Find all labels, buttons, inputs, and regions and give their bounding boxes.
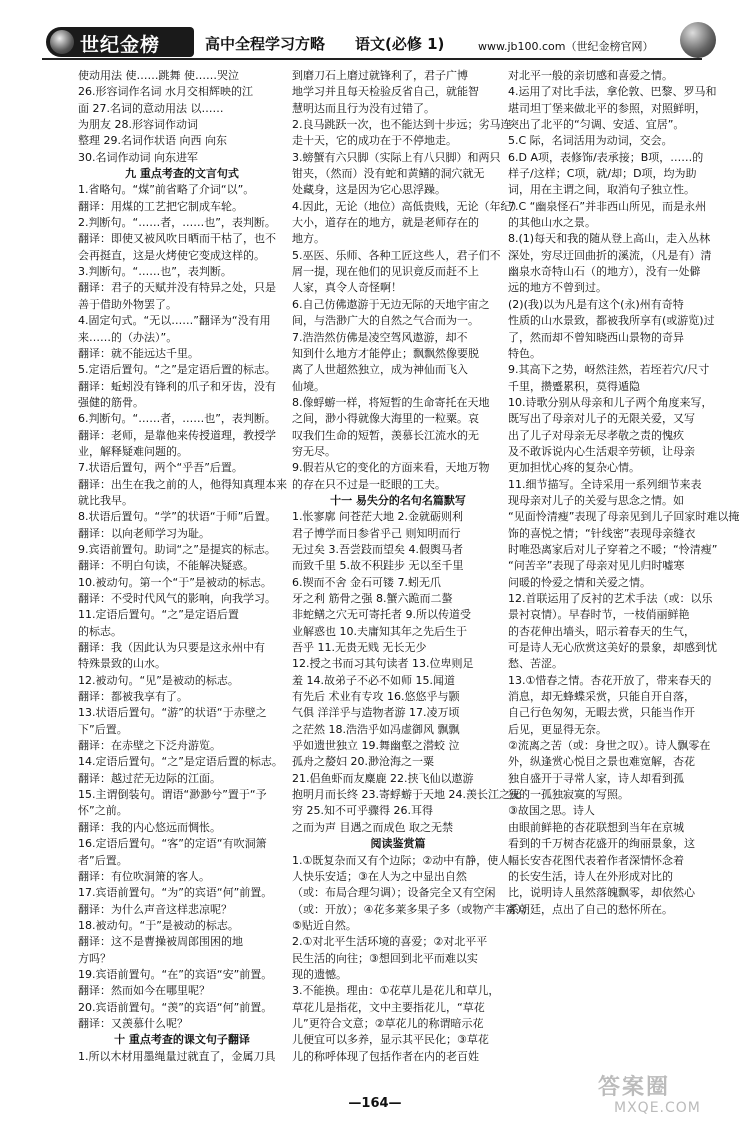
text-line: 9.其高下之势，岈然洼然，若垤若穴/尺寸 — [508, 363, 710, 377]
text-line: 离了人世超然独立，成为神仙而飞入 — [292, 363, 468, 377]
text-line: 业解惑也 10.夫庸知其年之先后生于 — [292, 624, 467, 638]
text-line: 特色。 — [508, 346, 541, 360]
text-line: ⑤贴近自然。 — [292, 918, 357, 932]
text-line: 6.判断句。“……者，……也”，表判断。 — [78, 412, 276, 426]
text-line: （或：布局合理匀调）；设备完全又有空闲 — [292, 886, 496, 900]
text-line: 地学习并且每天检验反省自己，就能智 — [292, 85, 479, 99]
book-title: 高中全程学习方略 — [205, 35, 326, 53]
text-line: 屑一提，现在他们的见识竟反而赶不上 — [292, 265, 479, 279]
answer-column-right — [508, 68, 740, 918]
page-header — [0, 0, 750, 62]
text-line: 翻译：君子的天赋并没有特异之处，只是 — [78, 281, 276, 295]
text-line: 4.运用了对比手法，拿伦敦、巴黎、罗马和 — [508, 85, 717, 99]
text-line: “见面怜清瘦”表现了母亲见到儿子回家时难以掩 — [508, 510, 740, 524]
text-line: 阅读鉴赏篇 — [370, 837, 426, 851]
text-line: 翻译：然而如今在哪里呢？ — [78, 984, 210, 998]
text-line: 10.被动句。第一个“于”是被动的标志。 — [78, 575, 272, 589]
text-line: 翻译：用煤的工艺把它制成车轮。 — [78, 199, 243, 213]
text-line: 怀”之前。 — [78, 804, 128, 818]
text-line: 到磨刀石上磨过就锋利了，君子广博 — [292, 69, 468, 82]
text-line: 吾乎 11.无贵无贱 无长无少 — [292, 641, 427, 655]
text-line: 系朝廷，点出了自己的愁怀所在。 — [508, 902, 673, 916]
text-line: 之茫然 18.浩浩乎如冯虚御风 飘飘 — [292, 722, 460, 736]
text-line: 翻译：都被我享有了。 — [78, 690, 188, 704]
text-line: 外，纵逢赏心悦目之景也难宽解，杏花 — [508, 755, 695, 769]
text-line: 6.自己仿佛遨游于无边无际的天地宇宙之 — [292, 297, 490, 311]
text-line: 穷 25.知不可乎骤得 26.耳得 — [292, 804, 433, 818]
text-line: 独自盛开于寻常人家，诗人却看到孤 — [508, 771, 684, 785]
text-line: 就比我早。 — [78, 493, 133, 507]
text-line: 方吗？ — [78, 951, 111, 965]
text-line: 民生活的向往；③想回到北平而难以实 — [292, 951, 478, 965]
text-line: 翻译：蚯蚓没有锋利的爪子和牙齿，没有 — [78, 379, 276, 393]
text-line: 而致千里 5.故不积跬步 无以至千里 — [292, 559, 464, 573]
text-line: 的存在只不过是一眨眼的工夫。 — [292, 477, 446, 491]
text-line: 2.判断句。“……者，……也”，表判断。 — [78, 216, 276, 230]
text-line: 人快乐安适；③在人为之中显出自然 — [292, 869, 467, 883]
text-line: 堪司坦丁堡来做北平的参照，对照鲜明， — [508, 101, 706, 115]
text-line: 6.锲而不舍 金石可镂 7.蚓无爪 — [292, 575, 441, 589]
text-line: 十一 易失分的名句名篇默写 — [330, 493, 466, 507]
text-line: 11.定语后置句。“之”是定语后置 — [78, 608, 239, 622]
text-line: 比，说明诗人虽然落魄飘零，却依然心 — [508, 886, 695, 900]
text-line: 7.状语后置句，两个“乎吾”后置。 — [78, 461, 243, 475]
text-line: 独的一孤独寂寞的写照。 — [508, 788, 629, 802]
text-line: 现母亲对儿子的关爱与思念之情。如 — [508, 493, 684, 507]
text-line: 抱明月而长终 23.寄蜉蝣于天地 24.羡长江之无 — [292, 788, 521, 802]
text-line: 30.名词作动词 向东进军 — [78, 150, 198, 164]
text-line: 之间，渺小得就像大海里的一粒粟。哀 — [292, 412, 479, 426]
text-line: 地方。 — [292, 232, 325, 246]
globe-icon — [50, 30, 74, 54]
text-line: 翻译：以向老师学习为耻。 — [78, 526, 210, 540]
text-line: 21.侣鱼虾而友麋鹿 22.挟飞仙以遨游 — [292, 771, 474, 785]
text-line: 的杏花伸出墙头，昭示着春天的生气， — [508, 624, 695, 638]
text-line: 仙境。 — [292, 379, 325, 393]
text-line: 翻译：在赤壁之下泛舟游览。 — [78, 739, 221, 753]
text-line: 的长安生活，诗人在外形成对比的 — [508, 869, 673, 883]
text-line: 9.宾语前置句。助词“之”是提宾的标志。 — [78, 542, 276, 556]
text-line: 后见，更显得无奈。 — [508, 722, 607, 736]
text-line: 11.细节描写。全诗采用一系列细节来表 — [508, 477, 702, 491]
text-line: 看到的千万树杏花盛开的绚丽景象，这 — [508, 837, 695, 851]
text-line: 对北平一般的亲切感和喜爱之情。 — [508, 69, 673, 82]
text-line: 十 重点考查的课文句子翻译 — [114, 1033, 250, 1047]
text-line: 叹我们生命的短暂，羡慕长江流水的无 — [292, 428, 479, 442]
text-line: 了，然而却不曾知晓西山景物的奇异 — [508, 330, 684, 344]
text-line: 翻译：为什么声音这样悲凉呢？ — [78, 902, 232, 916]
logo-text: 世纪金榜 — [80, 34, 161, 56]
text-line: 儿便宜可以多养，显示其平民化；③草花 — [292, 1033, 489, 1047]
text-line: 的其他山水之景。 — [508, 216, 596, 230]
text-line: 的标志。 — [78, 624, 122, 638]
text-line: 4.因此，无论（地位）高低贵贱，无论（年纪） — [292, 199, 523, 213]
text-line: 深处，穷尽迂回曲折的溪流，（凡是有）清 — [508, 248, 712, 262]
text-line: 17.宾语前置句。“为”的宾语“何”前置。 — [78, 886, 273, 900]
text-line: 2.良马跳跃一次，也不能达到十步远；劣马连 — [292, 118, 512, 132]
text-line: 钳夹，（然而）没有蛇和黄鳝的洞穴就无 — [292, 167, 485, 181]
text-line: 可是诗人无心欣赏这美好的景象，却感到忧 — [508, 641, 717, 655]
text-line: 九 重点考查的文言句式 — [125, 167, 239, 181]
text-line: 君子博学而日参省乎己 则知明而行 — [292, 526, 461, 540]
text-line: “问苦辛”表现了母亲对见儿归时嘘寒 — [508, 559, 685, 573]
text-line: 远的地方不曾到过。 — [508, 281, 607, 295]
text-line: 幽泉水奇特山石（的地方），没有一处僻 — [508, 265, 701, 279]
text-line: 性质的山水景致，都被我所享有(或游览)过 — [508, 314, 715, 328]
text-line: 翻译：我的内心悠远而惆怅。 — [78, 820, 221, 834]
text-line: 现的遗憾。 — [292, 967, 347, 981]
text-line: 12.授之书而习其句读者 13.位卑则足 — [292, 657, 474, 671]
text-line: 下”后置。 — [78, 722, 128, 736]
text-line: 更加担忧心疼的复杂心情。 — [508, 461, 640, 475]
watermark-logo: 答案圈 — [598, 1075, 671, 1100]
text-line: 饰的喜悦之情；“针线密”表现母亲缝衣 — [508, 526, 696, 540]
text-line: 气俱 洋洋乎与造物者游 17.凌万顷 — [292, 706, 460, 720]
text-line: 问暖的怜爱之情和关爱之情。 — [508, 575, 651, 589]
text-line: 慧明达而且行为没有过错了。 — [292, 101, 435, 115]
text-line: 13.状语后置句。“游”的状语“于赤壁之 — [78, 706, 267, 720]
text-line: 翻译：有位吹洞箫的客人。 — [78, 869, 210, 883]
text-line: 乎如遗世独立 19.舞幽壑之潜蛟 泣 — [292, 739, 460, 753]
text-line: 面 27.名词的意动用法 以…… — [78, 101, 224, 115]
text-line: 牙之利 筋骨之强 8.蟹六跪而二螯 — [292, 592, 453, 605]
text-line: 10.诗歌分别从母亲和儿子两个角度来写， — [508, 395, 713, 409]
text-line: 3.不能换。理由：①花草儿是花儿和草儿， — [292, 984, 500, 998]
text-line: 14.定语后置句。“之”是定语后置的标志。 — [78, 755, 283, 769]
text-line: 草花儿是指花，文中主要指花儿，“草花 — [292, 1000, 485, 1014]
text-line: 3.螃蟹有六只脚（实际上有八只脚）和两只 — [292, 150, 501, 164]
text-line: 出了儿子对母亲无尽孝敬之责的愧疚 — [508, 428, 684, 442]
text-line: 翻译：不明白句读，不能解决疑惑。 — [78, 559, 254, 573]
text-line: (2)(我)以为凡是有这个(永)州有奇特 — [508, 297, 684, 311]
text-line: 1.省略句。“煤”前省略了介词“以”。 — [78, 183, 255, 197]
text-line: 7.浩浩然仿佛是凌空驾风遨游，却不 — [292, 330, 468, 344]
text-line: 26.形容词作名词 水月交相辉映的江 — [78, 85, 253, 99]
text-line: ③故国之思。诗人 — [508, 804, 595, 818]
text-line: 18.被动句。“于”是被动的标志。 — [78, 918, 239, 932]
text-line: 时唯恐离家后对儿子穿着之不暖；“怜清瘦” — [508, 542, 718, 556]
text-line: 3.判断句。“……也”，表判断。 — [78, 265, 232, 279]
text-line: 既写出了母亲对儿子的无限关爱，又写 — [508, 412, 695, 426]
text-line: 走十天，它的成功在于不停地走。 — [292, 134, 457, 148]
answer-column-left — [78, 68, 286, 1065]
text-line: 自己行色匆匆，无暇去赏，只能当作开 — [508, 706, 695, 720]
text-line: 4.固定句式。“无以……”翻译为“没有用 — [78, 314, 271, 328]
text-line: 20.宾语前置句。“羡”的宾语“何”前置。 — [78, 1000, 273, 1014]
text-line: 翻译：越过茫无边际的江面。 — [78, 771, 221, 785]
text-line: 善于借助外物罢了。 — [78, 297, 177, 311]
text-line: 16.定语后置句。“客”的定语“有吹洞箫 — [78, 837, 267, 851]
text-line: 8.(1)每天和我的随从登上高山，走入丛林 — [508, 232, 711, 246]
text-line: 千里，攒蹙累积，莫得遁隐 — [508, 379, 640, 393]
text-line: 使动用法 使……跳舞 使……哭泣 — [78, 69, 239, 82]
text-line: 12.首联运用了反衬的艺术手法（或：以乐 — [508, 592, 713, 605]
text-line: 8.状语后置句。“学”的状语“于师”后置。 — [78, 510, 277, 524]
globe-decoration-icon — [680, 22, 716, 58]
text-line: 词，用在主谓之间，取消句子独立性。 — [508, 183, 695, 197]
text-line: 之而为声 目遇之而成色 取之无禁 — [292, 820, 453, 834]
text-line: 会再挺直，这是火烤使它变成这样的。 — [78, 248, 265, 262]
text-line: 翻译：就不能远达千里。 — [78, 346, 199, 360]
text-line: 8.像蜉蝣一样，将短暂的生命寄托在天地 — [292, 395, 490, 409]
text-line: 知到什么地方才能停止；飘飘然像要脱 — [292, 346, 479, 360]
text-line: 景衬哀情）。早春时节，一枝俏丽鲜艳 — [508, 608, 690, 622]
text-line: 5.定语后置句。“之”是定语后置的标志。 — [78, 363, 276, 377]
text-line: 及不敢诉说内心生活艰辛劳顿，让母亲 — [508, 444, 695, 458]
text-line: 消息，却无蜂蝶采赏，只能自开自落， — [508, 690, 695, 704]
text-line: 非蛇鳝之穴无可寄托者 9.所以传道受 — [292, 608, 471, 622]
text-line: 翻译：即使又被风吹日晒而干枯了，也不 — [78, 232, 276, 246]
text-line: 9.假若从它的变化的方面来看，天地万物 — [292, 461, 490, 475]
text-line: 19.宾语前置句。“在”的宾语“安”前置。 — [78, 967, 273, 981]
text-line: 由眼前鲜艳的杏花联想到当年在京城 — [508, 820, 684, 834]
text-line: 突出了北平的“匀调、安适、宜居”。 — [508, 118, 685, 132]
text-line: 5.巫医、乐师、各种工匠这些人，君子们不 — [292, 248, 501, 262]
text-line: 翻译：出生在我之前的人，他得知真理本来 — [78, 477, 287, 491]
text-line: 大小，道存在的地方，就是老师存在的 — [292, 216, 479, 230]
text-line: 愁、苦涩。 — [508, 657, 563, 671]
text-line: 人家，真令人奇怪啊！ — [292, 281, 402, 295]
text-line: 幅长安杏花图代表着作者深情怀念着 — [508, 853, 684, 867]
text-line: 15.主谓倒装句。谓语“渺渺兮”置于“予 — [78, 788, 267, 802]
text-line: 儿的称呼体现了包括作者在内的老百姓 — [292, 1049, 479, 1063]
text-line: 者”后置。 — [78, 853, 128, 867]
text-line: 为朋友 28.形容词作动词 — [78, 118, 198, 132]
text-line: 穷无尽。 — [292, 444, 336, 458]
text-line: 强健的筋骨。 — [78, 395, 144, 409]
text-line: 无过矣 3.吾尝跂而望矣 4.假舆马者 — [292, 542, 463, 556]
text-line: 样子/这样；C项，就/却；D项，均为助 — [508, 167, 697, 181]
header-divider — [42, 58, 702, 60]
text-line: 来……的（办法）”。 — [78, 330, 178, 344]
text-line: 翻译：这不是曹操被周郎围困的地 — [78, 935, 243, 949]
page-number: —164— — [348, 1096, 402, 1111]
site-url: www.jb100.com（世纪金榜官网） — [478, 40, 654, 53]
text-line: 儿”更符合文意；②草花儿的称谓暗示花 — [292, 1016, 484, 1030]
text-line: 6.D A项，表修饰/表承接；B项，……的 — [508, 150, 704, 164]
text-line: 13.①惜春之情。杏花开放了，带来春天的 — [508, 673, 712, 687]
text-line: 5.C 际，名词活用为动词，交会。 — [508, 134, 673, 148]
text-line: 1.①既复杂而又有个边际；②动中有静，使人 — [292, 853, 510, 867]
text-line: 翻译：老师，是靠他来传授道理，教授学 — [78, 428, 276, 442]
text-line: 1.怅寥廓 问苍茫大地 2.金就砺则利 — [292, 510, 463, 524]
text-line: （或：开放）；④花多莱多果子多（或物产丰富）； — [292, 902, 533, 916]
text-line: 翻译：又羡慕什么呢？ — [78, 1016, 188, 1030]
text-line: 12.被动句。“见”是被动的标志。 — [78, 673, 239, 687]
text-line: 业，解释疑难问题的。 — [78, 444, 188, 458]
watermark-url: MXQE.COM — [614, 1100, 701, 1116]
text-line: 特殊景致的山水。 — [78, 657, 166, 671]
text-line: 7.C “幽泉怪石”并非西山所见，而是永州 — [508, 199, 707, 213]
text-line: 孤舟之嫠妇 20.渺沧海之一粟 — [292, 755, 434, 769]
text-line: 整理 29.名词作状语 向西 向东 — [78, 134, 227, 148]
text-line: 2.①对北平生活环境的喜爱；②对北平平 — [292, 935, 488, 949]
text-line: 翻译：我（因此认为只要是这永州中有 — [78, 641, 265, 655]
text-line: 翻译：不受时代风气的影响，向我学习。 — [78, 592, 276, 605]
text-line: 羞 14.故弟子不必不如师 15.闻道 — [292, 673, 455, 687]
text-line: 间，与浩渺广大的自然之气合而为一。 — [292, 314, 479, 328]
text-line: 有先后 术业有专攻 16.悠悠乎与颢 — [292, 690, 460, 704]
text-line: 1.所以木材用墨绳量过就直了，金属刀具 — [78, 1049, 276, 1063]
brand-logo — [46, 27, 194, 57]
text-line: ②流离之苦（或：身世之叹）。诗人飘零在 — [508, 739, 711, 753]
text-line: 处藏身，这是因为它心思浮躁。 — [292, 183, 446, 197]
book-subject: 语文(必修 1) — [355, 35, 445, 53]
